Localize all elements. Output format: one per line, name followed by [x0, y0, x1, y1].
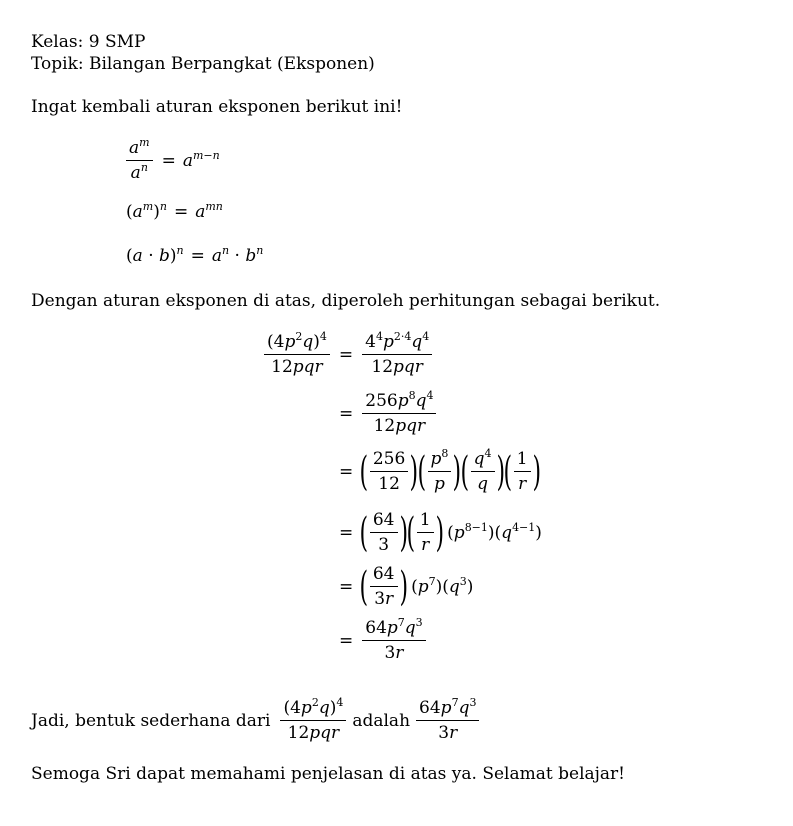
step-6: = $\frac{64p^7q^3}{3r}$	[332, 618, 428, 663]
rule-power: $(a^m)^n$ = $a^{mn}$	[126, 200, 223, 222]
rule-quotient: $\frac{a^m}{a^n}$ = $a^{m-n}$	[124, 138, 220, 183]
topik-line: Topik: Bilangan Berpangkat (Eksponen)	[31, 54, 375, 74]
step-2: = $\frac{256p^8q^4}{\text{12pqr}}$	[332, 391, 438, 436]
closing-line: Semoga Sri dapat memahami penjelasan di atas ya. Selamat belajar!	[31, 764, 626, 784]
conclusion-middle: adalah	[352, 710, 411, 731]
conclusion-prefix: Jadi, bentuk sederhana dari	[31, 710, 271, 731]
rule-product: $(a \cdot b)^n$ = $a^n \cdot b^n$	[126, 244, 264, 266]
conclusion-line: Jadi, bentuk sederhana dari $\frac{(4p^2q)^4}{\text{12pqr}}$ adalah $\frac{64p^7q^3}{3r}$	[31, 698, 481, 743]
step-5: = ( $\frac{64}{3r}$ ) $(p^7)(q^3)$	[339, 563, 474, 610]
kelas-line: Kelas: 9 SMP	[31, 32, 146, 52]
step-1: $\frac{(4p^2q)^4}{\text{12pqr}}$ = $\frac{4^4p^{2\cdot 4}q^4}{\text{12pqr}}$	[262, 332, 434, 377]
step-4: = ( $\frac{64}{3}$ ) ( $\frac{1}{r}$ ) $(p^{8-1})(q^{4-1})$	[339, 509, 542, 556]
step-3: = ( $\frac{256}{12}$ ) ( $\frac{p^8}{p}$ ) ( $\frac{q^4}{q}$ ) ( $\frac{1}{r}$ )	[339, 447, 541, 495]
middle-line: Dengan aturan eksponen di atas, diperoleh perhitungan sebagai berikut.	[31, 291, 661, 311]
intro-line: Ingat kembali aturan eksponen berikut ini!	[31, 97, 403, 117]
